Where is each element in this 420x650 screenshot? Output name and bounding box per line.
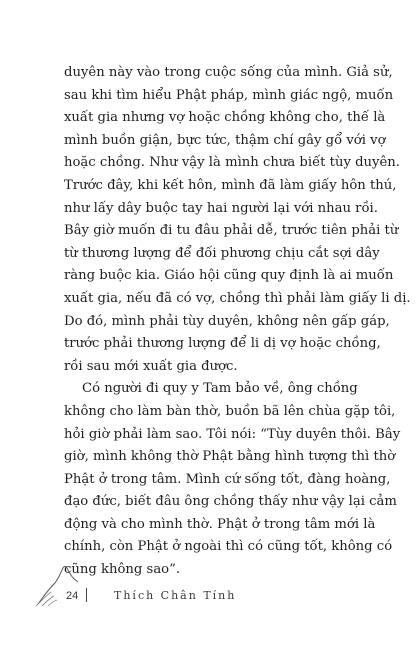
page-footer (36, 556, 376, 626)
footer-divider (86, 588, 87, 602)
text-line: Bây giờ muốn đi tu đâu phải dễ, trước tiên phải từ (64, 223, 399, 239)
author-name: Thích Chân Tính (114, 589, 237, 602)
text-line: giờ, mình không thờ Phật bằng hình tượng thì thờ (64, 449, 396, 465)
text-line: chính, còn Phật ở ngoài thì có cũng tốt, không có (64, 539, 393, 555)
text-line: sau khi tìm hiểu Phật pháp, mình giác ngộ, muốn (64, 87, 394, 103)
text-line: như lấy dây buộc tay hai người lại với nhau rồi. (64, 200, 378, 216)
text-line: động và cho mình thờ. Phật ở trong tâm mới là (64, 516, 376, 532)
page-number: 24 (66, 590, 79, 602)
text-line: từ thương lượng để đối phương chịu cắt sợi dây (64, 245, 380, 261)
text-line: Có người đi quy y Tam bảo về, ông chồng (82, 381, 358, 397)
text-line: Phật ở trong tâm. Mình cứ sống tốt, đàng hoàng, (64, 471, 391, 487)
text-line: xuất gia, nếu đã có vợ, chồng thì phải làm giấy li dị. (64, 290, 411, 306)
text-line: hoặc chồng. Như vậy là mình chưa biết tùy duyên. (64, 155, 400, 171)
text-line: Do đó, mình phải tùy duyên, không nên gấp gáp, (64, 313, 390, 329)
text-line: ràng buộc kia. Giáo hội cũng quy định là ai muốn (64, 268, 394, 284)
text-line: hỏi giờ phải làm sao. Tôi nói: “Tùy duyên thôi. Bây (64, 426, 401, 442)
text-line: mình buồn giận, bực tức, thậm chí gây gổ với vợ (64, 132, 386, 148)
text-line: cũng không sao”. (64, 562, 181, 578)
text-line: Trước đây, khi kết hôn, mình đã làm giấy hôn thú, (64, 177, 397, 193)
text-line: rồi sau mới xuất gia được. (64, 358, 238, 374)
paragraph (64, 62, 411, 378)
body-text (64, 62, 411, 582)
text-line: trước phải thương lượng để li dị vợ hoặc chồng, (64, 336, 381, 352)
text-line: xuất gia nhưng vợ hoặc chồng không cho, thế là (64, 110, 386, 126)
text-line: không cho làm bàn thờ, buồn bã lên chùa gặp tôi, (64, 403, 396, 419)
text-line: đạo đức, biết đâu ông chồng thấy như vậy lại cảm (64, 494, 397, 510)
paragraph (64, 378, 401, 581)
text-line: duyên này vào trong cuộc sống của mình. Giả sử, (64, 65, 393, 80)
